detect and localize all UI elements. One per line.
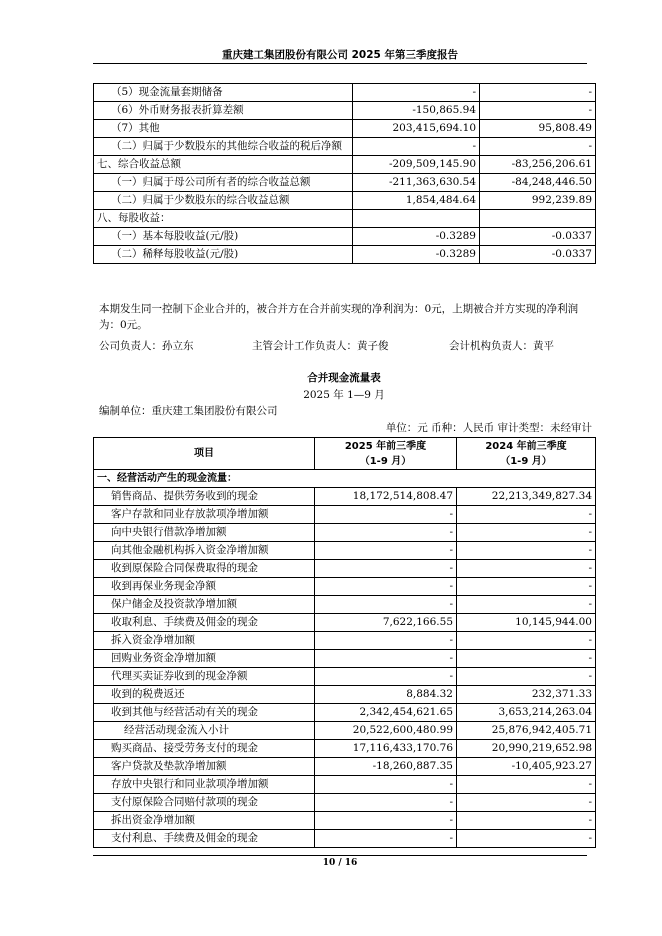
previous-value: 3,653,214,263.04 [457, 704, 596, 722]
previous-value: -83,256,206.61 [480, 156, 596, 174]
cash-flow-table [93, 437, 596, 848]
current-value: 17,116,433,170.76 [315, 740, 457, 758]
table-row [94, 210, 596, 228]
previous-value: -84,248,446.50 [480, 174, 596, 192]
table-row [94, 120, 596, 138]
table-row [94, 84, 596, 102]
row-label: （一）基本每股收益(元/股) [94, 228, 353, 246]
current-value [353, 210, 480, 228]
previous-value: - [457, 542, 596, 560]
table-row [94, 812, 596, 830]
previous-value: - [457, 776, 596, 794]
row-label: 购买商品、接受劳务支付的现金 [94, 740, 315, 758]
accounting-head: 主管会计工作负责人：黄子俊 [252, 340, 389, 352]
current-value: - [315, 668, 457, 686]
previous-value: - [457, 560, 596, 578]
previous-value: 232,371.33 [457, 686, 596, 704]
table-row [94, 596, 596, 614]
row-label: （二）归属于少数股东的其他综合收益的税后净额 [94, 138, 353, 156]
col-current-line1: 2025 年前三季度 [344, 440, 427, 452]
previous-value: 95,808.49 [480, 120, 596, 138]
row-label: 收到的税费返还 [94, 686, 315, 704]
unit-info: 单位：元 币种：人民币 审计类型：未经审计 [385, 422, 592, 434]
row-label: 拆出资金净增加额 [94, 812, 315, 830]
row-label: 回购业务资金净增加额 [94, 650, 315, 668]
previous-value: - [457, 596, 596, 614]
row-label: 支付原保险合同赔付款项的现金 [94, 794, 315, 812]
page-number: 10 / 16 [322, 858, 358, 868]
previous-value: - [457, 578, 596, 596]
current-value: 1,854,484.64 [353, 192, 480, 210]
table-row [94, 704, 596, 722]
col-current-header [315, 438, 457, 470]
comprehensive-income-table [93, 83, 596, 264]
current-value: - [315, 578, 457, 596]
cash-flow-title: 合并现金流量表 [307, 372, 381, 384]
previous-value: 10,145,944.00 [457, 614, 596, 632]
previous-value: 20,990,219,652.98 [457, 740, 596, 758]
previous-value: 992,239.89 [480, 192, 596, 210]
section-row-operating [94, 470, 596, 488]
table-row [94, 560, 596, 578]
current-value: -211,363,630.54 [353, 174, 480, 192]
row-label: 向其他金融机构拆入资金净增加额 [94, 542, 315, 560]
previous-value: -10,405,923.27 [457, 758, 596, 776]
table-row [94, 614, 596, 632]
row-label: 客户存款和同业存放款项净增加额 [94, 506, 315, 524]
col-previous-header [457, 438, 596, 470]
current-value: 18,172,514,808.47 [315, 488, 457, 506]
table-row [94, 228, 596, 246]
col-previous-line1: 2024 年前三季度 [485, 440, 567, 452]
table-row [94, 776, 596, 794]
current-value: - [353, 84, 480, 102]
table-row [94, 830, 596, 848]
previous-value: - [457, 524, 596, 542]
previous-value: - [457, 632, 596, 650]
row-label: 客户贷款及垫款净增加额 [94, 758, 315, 776]
page-header-title: 重庆建工集团股份有限公司 2025 年第三季度报告 [221, 49, 459, 61]
col-current-line2: （1-9 月） [359, 455, 412, 467]
current-value: - [315, 632, 457, 650]
table-row [94, 156, 596, 174]
company-head: 公司负责人：孙立东 [99, 340, 194, 352]
cash-flow-header-row [94, 438, 596, 470]
previous-value: -0.0337 [480, 246, 596, 264]
row-label: 收到其他与经营活动有关的现金 [94, 704, 315, 722]
row-label: （一）归属于母公司所有者的综合收益总额 [94, 174, 353, 192]
previous-value: - [457, 794, 596, 812]
table-row [94, 632, 596, 650]
row-label: 代理买卖证券收到的现金净额 [94, 668, 315, 686]
current-value: -0.3289 [353, 228, 480, 246]
table-row [94, 488, 596, 506]
table-row [94, 740, 596, 758]
row-label: 拆入资金净增加额 [94, 632, 315, 650]
table-row [94, 192, 596, 210]
current-value: 20,522,600,480.99 [315, 722, 457, 740]
merge-note: 本期发生同一控制下企业合并的，被合并方在合并前实现的净利润为：0元，上期被合并方实现的净利润为：0元。 [99, 303, 579, 331]
current-value: - [315, 812, 457, 830]
current-value: -18,260,887.35 [315, 758, 457, 776]
current-value: 8,884.32 [315, 686, 457, 704]
current-value: -150,865.94 [353, 102, 480, 120]
footer-rule [93, 855, 587, 856]
header-rule [93, 63, 587, 64]
row-label: 存放中央银行和同业款项净增加额 [94, 776, 315, 794]
col-item-header: 项目 [94, 438, 315, 470]
previous-value: - [457, 506, 596, 524]
previous-value: - [457, 668, 596, 686]
row-label: 支付利息、手续费及佣金的现金 [94, 830, 315, 848]
row-label: 收到再保业务现金净额 [94, 578, 315, 596]
row-label: 八、每股收益： [94, 210, 353, 228]
previous-value: - [480, 138, 596, 156]
table-row [94, 578, 596, 596]
current-value: 7,622,166.55 [315, 614, 457, 632]
current-value: 203,415,694.10 [353, 120, 480, 138]
current-value: - [315, 506, 457, 524]
row-label: 收到原保险合同保费取得的现金 [94, 560, 315, 578]
previous-value: - [457, 812, 596, 830]
current-value: - [315, 542, 457, 560]
current-value: - [315, 794, 457, 812]
previous-value: 25,876,942,405.71 [457, 722, 596, 740]
cash-flow-body [94, 470, 596, 848]
previous-value: - [480, 102, 596, 120]
table-row [94, 758, 596, 776]
cash-flow-period: 2025 年 1—9 月 [303, 389, 385, 401]
table-row [94, 524, 596, 542]
table-row [94, 668, 596, 686]
previous-value: - [457, 830, 596, 848]
current-value: -0.3289 [353, 246, 480, 264]
row-label: 七、综合收益总额 [94, 156, 353, 174]
current-value: - [315, 524, 457, 542]
table-row [94, 174, 596, 192]
row-label: 向中央银行借款净增加额 [94, 524, 315, 542]
previous-value [480, 210, 596, 228]
table-row [94, 650, 596, 668]
section-operating-label: 一、经营活动产生的现金流量： [94, 470, 596, 488]
row-label: （7）其他 [94, 120, 353, 138]
current-value: 2,342,454,621.65 [315, 704, 457, 722]
previous-value: -0.0337 [480, 228, 596, 246]
row-label: 销售商品、提供劳务收到的现金 [94, 488, 315, 506]
table-row [94, 102, 596, 120]
row-label: 经营活动现金流入小计 [94, 722, 315, 740]
row-label: （二）归属于少数股东的综合收益总额 [94, 192, 353, 210]
current-value: - [315, 650, 457, 668]
table-row [94, 794, 596, 812]
current-value: - [353, 138, 480, 156]
accounting-org-head: 会计机构负责人：黄平 [449, 340, 554, 352]
previous-value: - [457, 650, 596, 668]
row-label: 保户储金及投资款净增加额 [94, 596, 315, 614]
previous-value: 22,213,349,827.34 [457, 488, 596, 506]
row-label: （二）稀释每股收益(元/股) [94, 246, 353, 264]
preparer: 编制单位：重庆建工集团股份有限公司 [99, 405, 278, 417]
row-label: （6）外币财务报表折算差额 [94, 102, 353, 120]
previous-value: - [480, 84, 596, 102]
table-row [94, 506, 596, 524]
current-value: - [315, 596, 457, 614]
current-value: - [315, 776, 457, 794]
current-value: - [315, 830, 457, 848]
table-row [94, 138, 596, 156]
table-row [94, 686, 596, 704]
current-value: -209,509,145.90 [353, 156, 480, 174]
row-label: （5）现金流量套期储备 [94, 84, 353, 102]
col-previous-line2: （1-9 月） [500, 455, 552, 467]
table-row [94, 542, 596, 560]
table-row [94, 246, 596, 264]
current-value: - [315, 560, 457, 578]
comprehensive-income-body [94, 84, 596, 264]
row-label: 收取利息、手续费及佣金的现金 [94, 614, 315, 632]
table-row [94, 722, 596, 740]
